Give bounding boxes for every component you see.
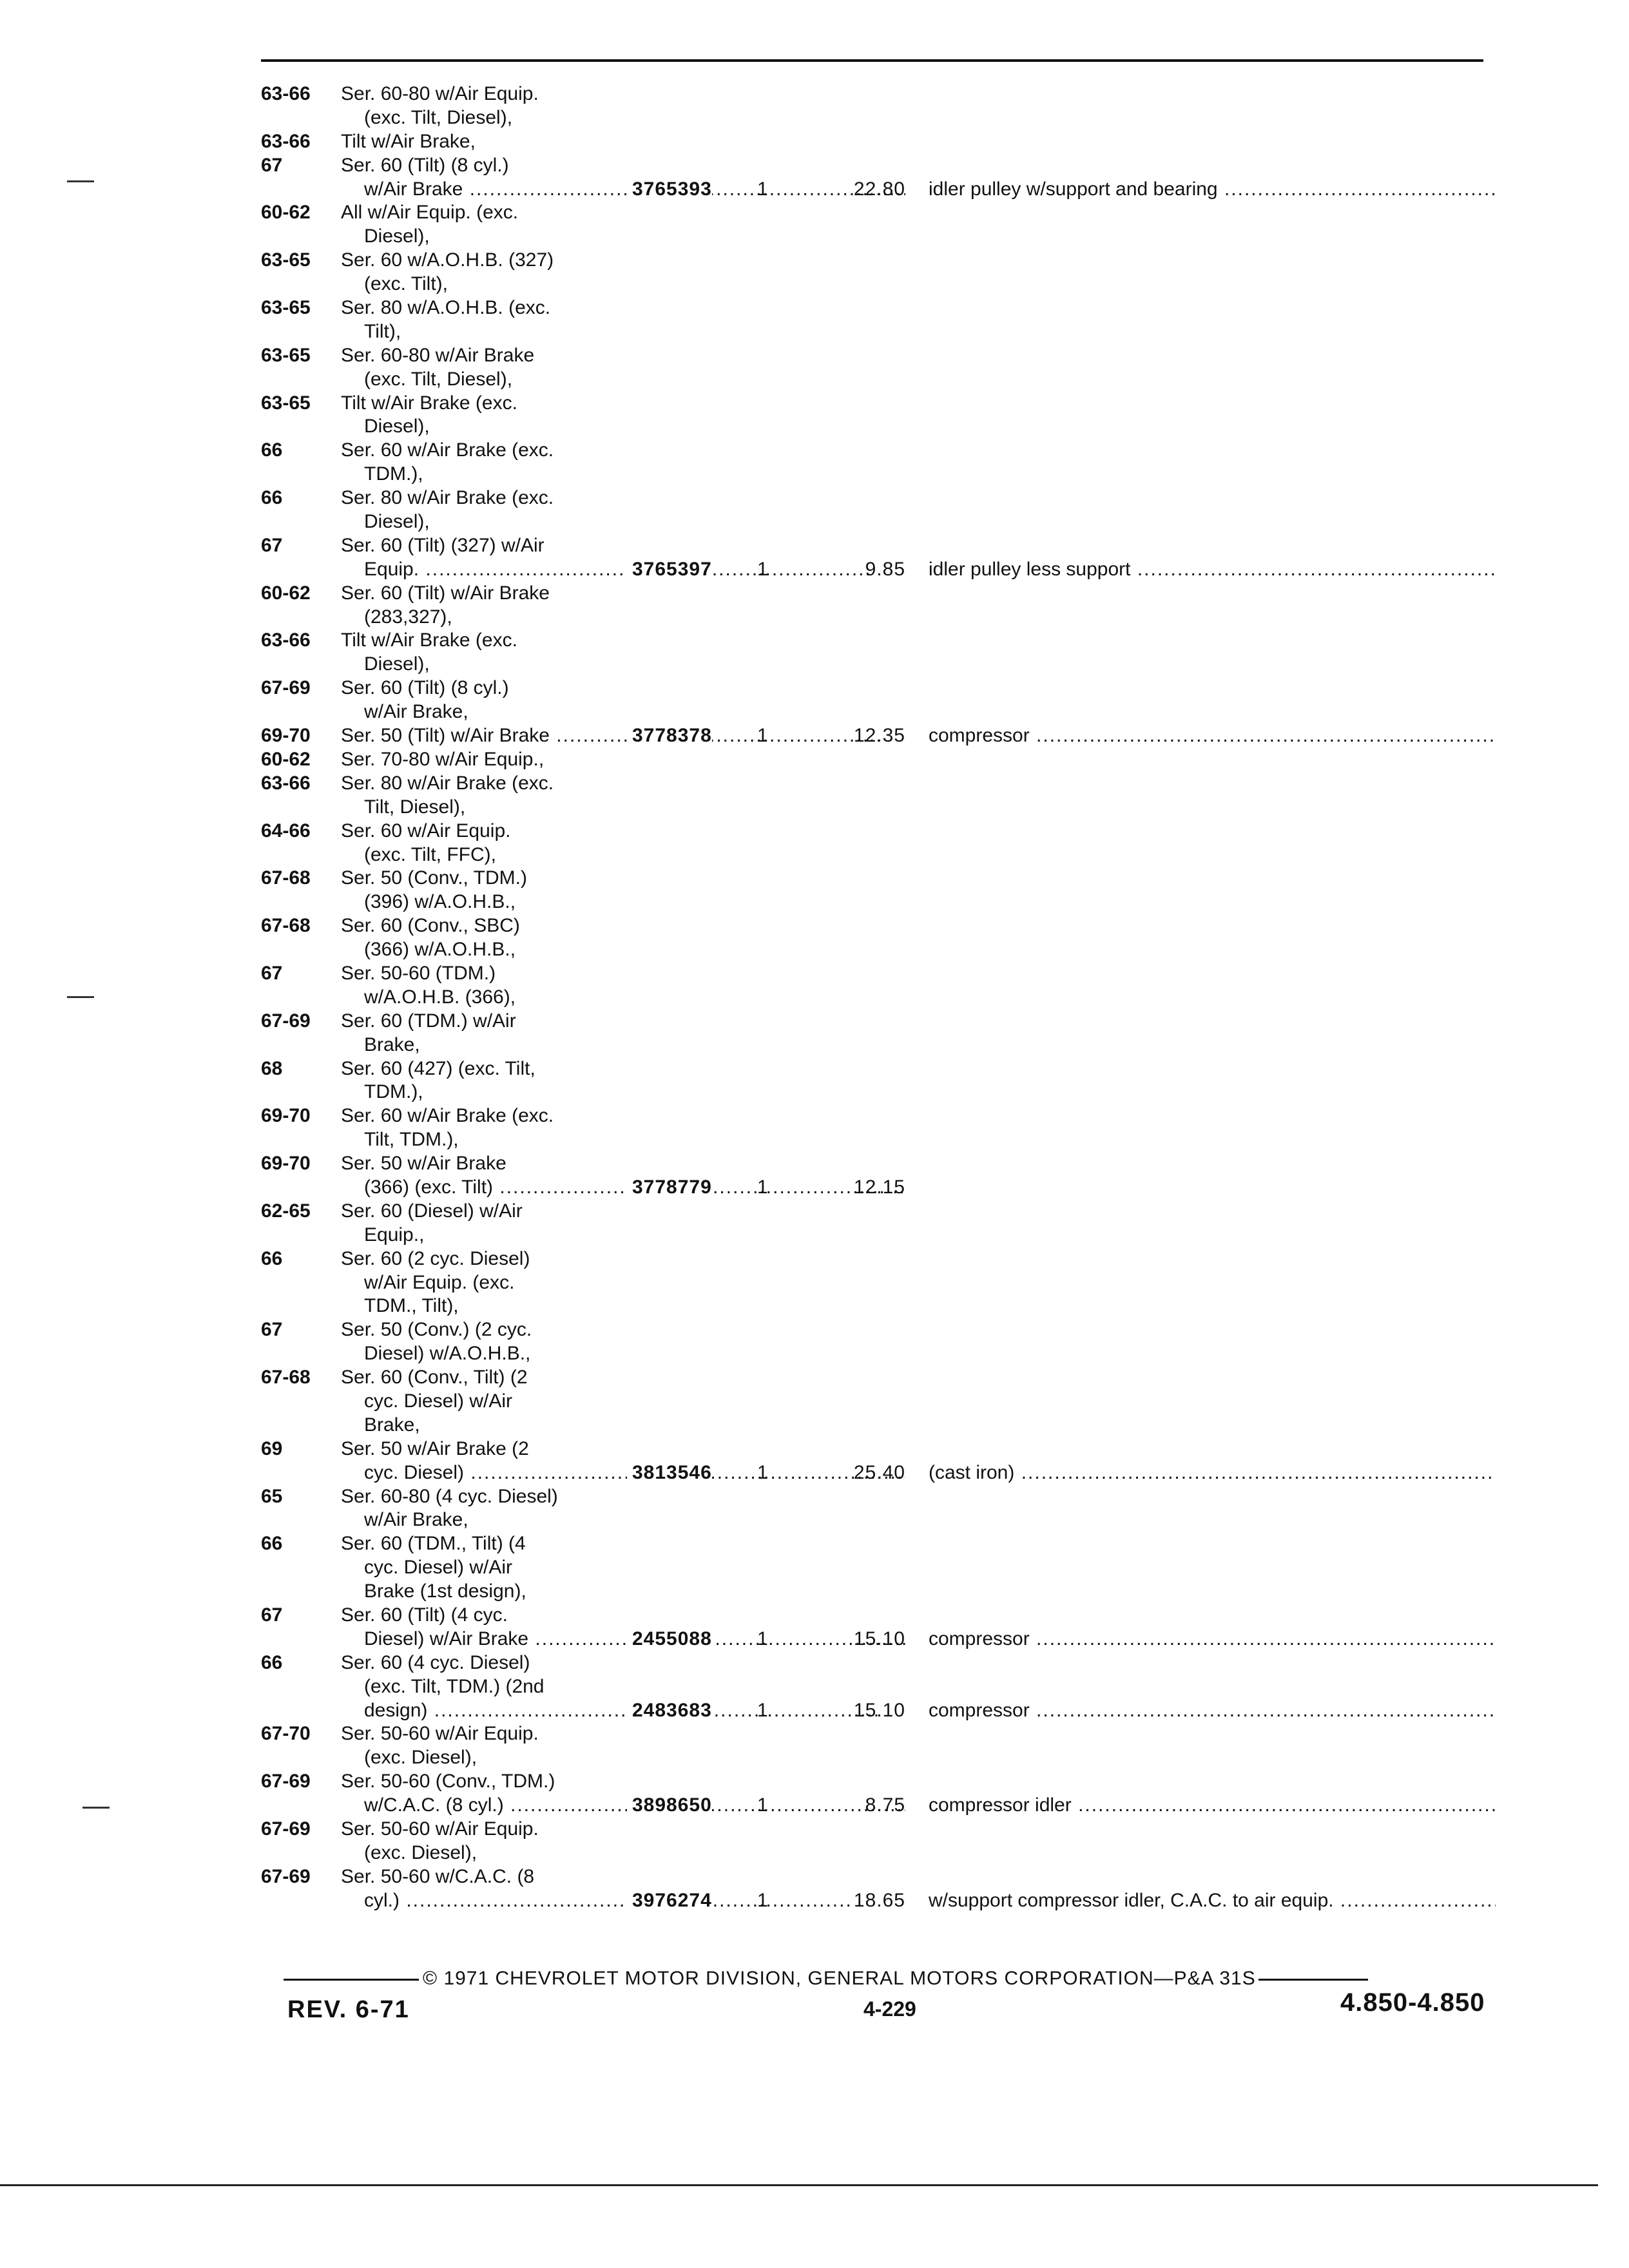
part-number: 3778779: [627, 1176, 712, 1200]
application-text: Ser. 50-60 w/C.A.C. (8: [341, 1865, 535, 1887]
application-text: Ser. 50 (Conv., TDM.): [341, 867, 527, 889]
quantity: 1: [757, 1699, 768, 1721]
entry-line: [261, 320, 1498, 344]
application-text: cyc. Diesel) w/Air: [364, 1557, 513, 1579]
margin-tick: [67, 180, 94, 182]
application-text: Diesel),: [364, 226, 430, 247]
parts-entry: [261, 1485, 1498, 1651]
part-name: w/support compressor idler, C.A.C. to air equip. .....: [929, 1889, 1496, 1913]
entry-line: [261, 1889, 1498, 1913]
quantity: 1: [757, 1628, 768, 1649]
bottom-rule: [0, 2184, 1598, 2186]
model-years: 67-68: [261, 915, 311, 937]
application-text: w/A.O.H.B. (366),: [364, 986, 516, 1008]
entry-line: [261, 700, 1498, 724]
application-text: (exc. Tilt, FFC),: [364, 843, 496, 865]
model-years: 63-65: [261, 249, 311, 271]
model-years: 67-70: [261, 1723, 311, 1745]
parts-entry: [261, 748, 1498, 1200]
entry-line: [261, 1104, 1498, 1128]
application-text: (396) w/A.O.H.B.,: [364, 891, 516, 913]
application-text: Ser. 50 (Tilt) w/Air Brake .....: [341, 724, 882, 748]
entry-line: [261, 1342, 1498, 1366]
application-text: (exc. Diesel),: [364, 1747, 477, 1769]
application-text: Ser. 60 (Conv., Tilt) (2: [341, 1367, 528, 1389]
model-years: 66: [261, 1247, 283, 1269]
entry-line: [261, 890, 1498, 914]
entry-line: [261, 1865, 1498, 1889]
application-text: (283,327),: [364, 606, 452, 628]
entry-line: [261, 510, 1498, 534]
model-years: 69: [261, 1437, 283, 1459]
application-text: Ser. 50 w/Air Brake: [341, 1153, 506, 1175]
model-years: 67-69: [261, 677, 311, 699]
entry-line: [261, 677, 1498, 700]
model-years: 67: [261, 1319, 283, 1341]
application-text: Ser. 50-60 (TDM.): [341, 962, 496, 984]
quantity: 1: [757, 1794, 768, 1816]
entry-line: [261, 463, 1498, 486]
part-number: 2455088: [627, 1628, 712, 1651]
entry-line: [261, 1271, 1498, 1295]
model-years: 69-70: [261, 1105, 311, 1127]
parts-entry: [261, 201, 1498, 581]
model-years: 60-62: [261, 582, 311, 604]
entry-line: [261, 392, 1498, 416]
entry-line: [261, 1794, 1498, 1818]
list-price: 22.80: [853, 178, 905, 200]
quantity: 1: [757, 1889, 768, 1911]
model-years: 67-69: [261, 1818, 311, 1840]
entry-line: [261, 1033, 1498, 1057]
application-text: Ser. 60 (4 cyc. Diesel): [341, 1651, 530, 1673]
application-text: Tilt),: [364, 320, 401, 342]
copyright-text: © 1971 CHEVROLET MOTOR DIVISION, GENERAL MOTORS CORPORATION—P&A 31S: [423, 1968, 1256, 1989]
model-years: 67: [261, 962, 283, 984]
parts-entry: [261, 82, 1498, 201]
entry-line: [261, 1556, 1498, 1580]
entry-line: [261, 273, 1498, 296]
part-number: 3765397: [627, 558, 712, 582]
entry-line: [261, 201, 1498, 225]
list-price: 18.65: [853, 1889, 905, 1911]
part-name: idler pulley w/support and bearing .....: [929, 178, 1496, 202]
application-text: Tilt, TDM.),: [364, 1129, 459, 1151]
copyright-line: [284, 1968, 1508, 1990]
application-text: Diesel),: [364, 511, 430, 533]
application-text: Ser. 60 (427) (exc. Tilt,: [341, 1057, 535, 1079]
entry-line: [261, 986, 1498, 1010]
entry-line: [261, 820, 1498, 843]
application-text: Tilt w/Air Brake,: [341, 130, 476, 152]
page-number: 4-229: [863, 1997, 916, 2021]
entry-line: [261, 772, 1498, 796]
model-years: 63-66: [261, 629, 311, 651]
entry-line: [261, 558, 1498, 582]
application-text: Ser. 60-80 w/Air Brake: [341, 344, 535, 366]
application-text: (exc. Tilt, Diesel),: [364, 368, 513, 390]
application-text: Ser. 60 w/Air Brake (exc.: [341, 1105, 554, 1127]
entry-line: [261, 1128, 1498, 1152]
entry-line: [261, 1247, 1498, 1271]
list-price: 15.10: [853, 1628, 905, 1649]
application-text: w/Air Brake .....: [364, 178, 905, 202]
entry-line: [261, 1532, 1498, 1556]
entry-line: [261, 748, 1498, 772]
part-name: idler pulley less support .....: [929, 558, 1496, 582]
application-text: Equip. .....: [364, 558, 905, 582]
entry-line: [261, 1675, 1498, 1699]
section-number: 4.850-4.850: [1340, 1988, 1485, 2017]
entry-line: [261, 130, 1498, 154]
model-years: 69-70: [261, 1153, 311, 1175]
entry-line: [261, 629, 1498, 653]
model-years: 63-65: [261, 344, 311, 366]
quantity: 1: [757, 1461, 768, 1483]
application-text: (366) w/A.O.H.B.,: [364, 939, 516, 961]
list-price: 12.35: [853, 725, 905, 747]
part-number: 3778378: [627, 724, 712, 748]
part-name: compressor .....: [929, 1628, 1496, 1651]
entry-line: [261, 1841, 1498, 1865]
entry-line: [261, 1651, 1498, 1675]
entry-line: [261, 1770, 1498, 1794]
margin-tick: [67, 996, 94, 998]
application-text: w/Air Brake,: [364, 701, 468, 723]
entry-line: [261, 796, 1498, 820]
application-text: Ser. 60-80 w/Air Equip.: [341, 83, 539, 104]
entry-line: [261, 154, 1498, 178]
entry-line: [261, 249, 1498, 273]
model-years: 66: [261, 1533, 283, 1555]
list-price: 15.10: [853, 1699, 905, 1721]
entry-line: [261, 582, 1498, 606]
application-text: Ser. 60 (Tilt) (8 cyl.): [341, 677, 509, 699]
application-text: Ser. 60 (Tilt) (327) w/Air: [341, 534, 545, 556]
entry-line: [261, 1152, 1498, 1176]
list-price: 25.40: [853, 1461, 905, 1483]
application-text: Tilt, Diesel),: [364, 796, 466, 818]
parts-entry: [261, 1722, 1498, 1818]
list-price: 12.15: [853, 1176, 905, 1198]
model-years: 65: [261, 1485, 283, 1507]
entry-line: [261, 1176, 1498, 1200]
model-years: 69-70: [261, 725, 311, 747]
model-years: 66: [261, 1651, 283, 1673]
parts-entry: [261, 582, 1498, 748]
application-text: TDM.),: [364, 463, 423, 485]
part-number: 3765393: [627, 178, 712, 202]
entry-line: [261, 1746, 1498, 1770]
application-text: Diesel) w/Air Brake .....: [364, 1628, 905, 1651]
model-years: 67-69: [261, 1771, 311, 1792]
entry-line: [261, 82, 1498, 106]
entry-line: [261, 368, 1498, 392]
entry-line: [261, 439, 1498, 463]
entry-line: [261, 606, 1498, 629]
model-years: 60-62: [261, 748, 311, 770]
part-number: 3813546: [627, 1461, 712, 1485]
model-years: 62-65: [261, 1200, 311, 1222]
application-text: w/Air Brake,: [364, 1509, 468, 1531]
application-text: (exc. Tilt, TDM.) (2nd: [364, 1675, 545, 1697]
model-years: 67-68: [261, 1367, 311, 1389]
entry-line: [261, 1818, 1498, 1841]
entry-line: [261, 344, 1498, 368]
entry-line: [261, 724, 1498, 748]
application-text: Ser. 60 (Diesel) w/Air: [341, 1200, 523, 1222]
application-text: design) .....: [364, 1699, 905, 1723]
footer-rule: [1258, 1979, 1368, 1981]
entry-line: [261, 1580, 1498, 1604]
application-text: Diesel),: [364, 416, 430, 437]
model-years: 63-65: [261, 297, 311, 319]
entry-line: [261, 1414, 1498, 1437]
application-text: Equip.,: [364, 1224, 425, 1245]
entry-line: [261, 914, 1498, 938]
list-price: 9.85: [865, 558, 905, 580]
entry-line: [261, 1224, 1498, 1247]
application-text: Ser. 60 w/A.O.H.B. (327): [341, 249, 554, 271]
entry-line: [261, 962, 1498, 986]
application-text: Ser. 80 w/Air Brake (exc.: [341, 487, 554, 509]
application-text: TDM.),: [364, 1081, 423, 1103]
parts-list: [261, 82, 1498, 1913]
application-text: Diesel),: [364, 653, 430, 675]
part-number: 2483683: [627, 1699, 712, 1723]
entry-line: [261, 1628, 1498, 1651]
part-name: compressor .....: [929, 1699, 1496, 1723]
application-text: Brake,: [364, 1033, 420, 1055]
model-years: 63-66: [261, 772, 311, 794]
entry-line: [261, 178, 1498, 202]
entry-line: [261, 296, 1498, 320]
application-text: Ser. 60 (Conv., SBC): [341, 915, 520, 937]
entry-line: [261, 106, 1498, 130]
entry-line: [261, 415, 1498, 439]
entry-line: [261, 1200, 1498, 1224]
application-text: Ser. 50-60 (Conv., TDM.): [341, 1771, 555, 1792]
model-years: 64-66: [261, 820, 311, 841]
application-text: Ser. 60 (TDM., Tilt) (4: [341, 1533, 526, 1555]
model-years: 60-62: [261, 202, 311, 224]
application-text: w/C.A.C. (8 cyl.) .....: [364, 1794, 905, 1818]
margin-tick: [82, 1807, 110, 1809]
application-text: (exc. Tilt, Diesel),: [364, 106, 513, 128]
quantity: 1: [757, 178, 768, 200]
quantity: 1: [757, 1176, 768, 1198]
application-text: (366) (exc. Tilt) .....: [364, 1176, 905, 1200]
application-text: Tilt w/Air Brake (exc.: [341, 392, 517, 414]
application-text: Ser. 60-80 (4 cyc. Diesel): [341, 1485, 558, 1507]
model-years: 63-66: [261, 130, 311, 152]
revision-label: REV. 6-71: [287, 1996, 410, 2023]
footer-rule: [284, 1979, 419, 1981]
application-text: Ser. 60 (Tilt) w/Air Brake: [341, 582, 550, 604]
entry-line: [261, 653, 1498, 677]
entry-line: [261, 1010, 1498, 1033]
application-text: Ser. 80 w/Air Brake (exc.: [341, 772, 554, 794]
application-text: Ser. 60 (Tilt) (4 cyc.: [341, 1604, 508, 1626]
application-text: (exc. Diesel),: [364, 1841, 477, 1863]
model-years: 66: [261, 487, 283, 509]
entry-line: [261, 486, 1498, 510]
part-number: 3898650: [627, 1794, 712, 1818]
application-text: Ser. 60 (Tilt) (8 cyl.): [341, 154, 509, 176]
application-text: cyc. Diesel) w/Air: [364, 1390, 513, 1412]
entry-line: [261, 867, 1498, 890]
application-text: Ser. 60 (TDM.) w/Air: [341, 1010, 516, 1032]
part-name: (cast iron) .....: [929, 1461, 1496, 1485]
application-text: Ser. 50-60 w/Air Equip.: [341, 1818, 539, 1840]
entry-line: [261, 843, 1498, 867]
application-text: Ser. 70-80 w/Air Equip.,: [341, 748, 545, 770]
quantity: 1: [757, 558, 768, 580]
part-number: 3976274: [627, 1889, 712, 1913]
application-text: Ser. 50-60 w/Air Equip.: [341, 1723, 539, 1745]
parts-entry: [261, 1818, 1498, 1913]
application-text: Ser. 60 w/Air Equip.: [341, 820, 511, 841]
entry-line: [261, 1722, 1498, 1746]
application-text: Ser. 60 (2 cyc. Diesel): [341, 1247, 530, 1269]
entry-line: [261, 1699, 1498, 1723]
list-price: 8.75: [865, 1794, 905, 1816]
entry-line: [261, 225, 1498, 249]
model-years: 66: [261, 439, 283, 461]
entry-line: [261, 1508, 1498, 1532]
application-text: TDM., Tilt),: [364, 1295, 459, 1317]
model-years: 63-66: [261, 83, 311, 104]
entry-line: [261, 1057, 1498, 1081]
part-name: compressor idler .....: [929, 1794, 1496, 1818]
entry-line: [261, 1390, 1498, 1414]
application-text: w/Air Equip. (exc.: [364, 1271, 515, 1293]
entry-line: [261, 938, 1498, 962]
application-text: cyl.) .....: [364, 1889, 905, 1913]
application-text: Ser. 60 w/Air Brake (exc.: [341, 439, 554, 461]
model-years: 67: [261, 534, 283, 556]
model-years: 68: [261, 1057, 283, 1079]
application-text: Tilt w/Air Brake (exc.: [341, 629, 517, 651]
entry-line: [261, 1437, 1498, 1461]
application-text: cyc. Diesel) .....: [364, 1461, 905, 1485]
entry-line: [261, 1081, 1498, 1104]
entry-line: [261, 1294, 1498, 1318]
entry-line: [261, 1461, 1498, 1485]
model-years: 67: [261, 1604, 283, 1626]
application-text: Diesel) w/A.O.H.B.,: [364, 1343, 531, 1365]
entry-line: [261, 1366, 1498, 1390]
application-text: Ser. 80 w/A.O.H.B. (exc.: [341, 297, 551, 319]
application-text: All w/Air Equip. (exc.: [341, 202, 519, 224]
model-years: 67-69: [261, 1865, 311, 1887]
top-rule: [261, 59, 1483, 62]
model-years: 67-68: [261, 867, 311, 889]
entry-line: [261, 1318, 1498, 1342]
application-text: Brake (1st design),: [364, 1581, 526, 1602]
part-name: compressor .....: [929, 724, 1496, 748]
application-text: Ser. 50 (Conv.) (2 cyc.: [341, 1319, 532, 1341]
entry-line: [261, 534, 1498, 558]
parts-entry: [261, 1200, 1498, 1485]
model-years: 67: [261, 154, 283, 176]
application-text: Brake,: [364, 1414, 420, 1436]
parts-entry: [261, 1651, 1498, 1723]
quantity: 1: [757, 725, 768, 747]
entry-line: [261, 1604, 1498, 1628]
application-text: Ser. 50 w/Air Brake (2: [341, 1437, 529, 1459]
application-text: (exc. Tilt),: [364, 273, 448, 295]
model-years: 67-69: [261, 1010, 311, 1032]
entry-line: [261, 1485, 1498, 1509]
model-years: 63-65: [261, 392, 311, 414]
